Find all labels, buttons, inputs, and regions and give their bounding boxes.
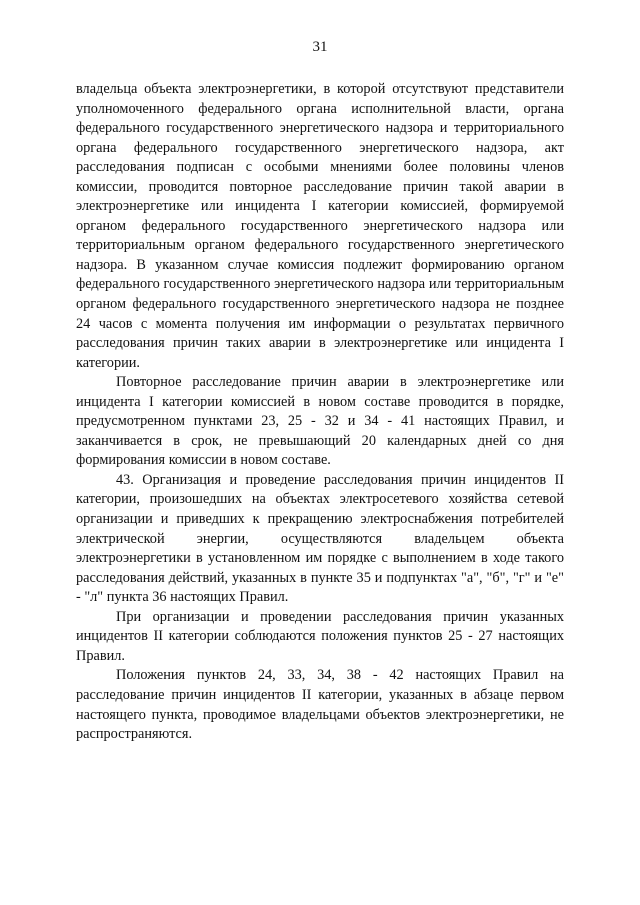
paragraph-clause-43-exclusions: Положения пунктов 24, 33, 34, 38 - 42 настоящих Правил на расследование причин инцидентов II категории, указанных в абзаце первом настоящего пункта, проводимое владельцами объектов электроэнергетики, не распространяются.: [76, 667, 564, 743]
paragraph-repeat-investigation: Повторное расследование причин аварии в электроэнергетике или инцидента I категории комиссией в новом составе проводится в порядке, предусмотренном пунктами 23, 25 - 32 и 34 - 41 настоящих Правил, и заканчивается в срок, не превышающий 20 календарных дней со дня формирования комиссии в новом составе.: [76, 374, 564, 469]
paragraph-clause-43: 43. Организация и проведение расследования причин инцидентов II категории, произошедших на объектах электросетевого хозяйства сетевой организации и приведших к прекращению электроснабжения потребителей электрической энергии, осуществляются владельцем объекта электроэнергетики в установленном им порядке с выполнением в ходе такого расследования действий, указанных в пункте 35 и подпунктах "а", "б", "г" и "е" - "л" пункта 36 настоящих Правил.: [76, 471, 564, 606]
paragraph-continuation: владельца объекта электроэнергетики, в которой отсутствуют представители уполномоченного федерального органа исполнительной власти, органа федерального государственного энергетического надзора и территориального органа федерального государственного энергетического надзора, акт расследования подписан с особыми мнениями более половины членов комиссии, проводится повторное расследование причин такой аварии в электроэнергетике или инцидента I категории комиссией, формируемой органом федерального государственного энергетического надзора или территориальным органом федерального государственного энергетического надзора. В указанном случае комиссия подлежит формированию органом федерального государственного энергетического надзора или территориальным органом федерального государственного энергетического надзора не позднее 24 часов с момента получения им информации о результатах первичного расследования причин таких аварии в электроэнергетике или инцидента I категории.: [76, 81, 564, 371]
paragraph-clause-43-provisions: При организации и проведении расследования причин указанных инцидентов II категории соблюдаются положения пунктов 25 - 27 настоящих Правил.: [76, 608, 564, 664]
document-body: [76, 80, 564, 745]
page-number: 31: [312, 39, 328, 55]
